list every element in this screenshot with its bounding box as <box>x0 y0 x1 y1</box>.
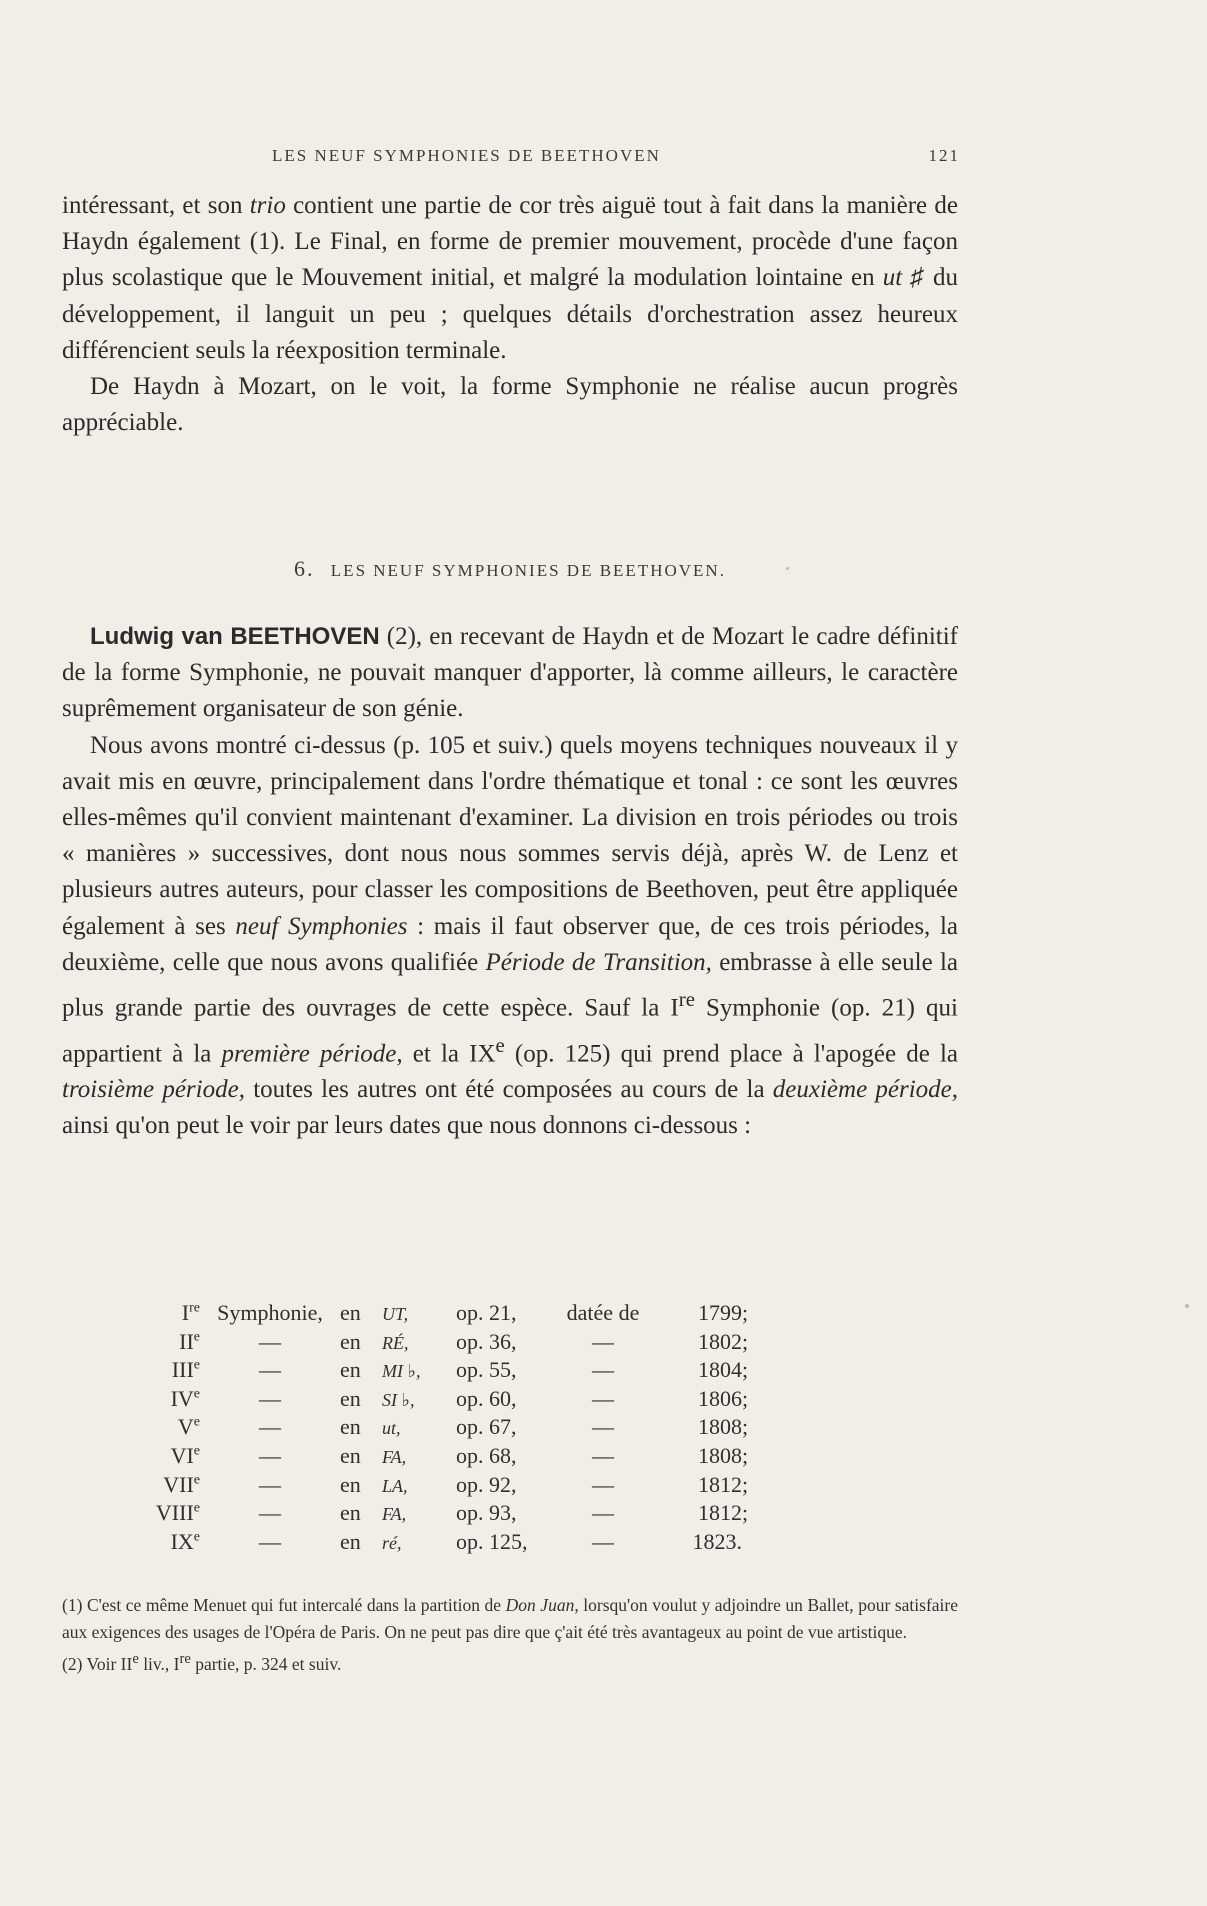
symphony-op-cell <box>456 1300 548 1329</box>
symphony-row <box>120 1414 762 1443</box>
symphony-en: en <box>340 1328 361 1354</box>
text-run: ainsi qu'on peut le voir par leurs dates que nous donnons ci-dessous : <box>62 1112 752 1140</box>
symphony-year-cell <box>658 1357 742 1386</box>
symphony-year: 1808 <box>698 1442 742 1468</box>
running-head-title: LES NEUF SYMPHONIES DE BEETHOVEN <box>272 146 661 165</box>
symphony-key: FA, <box>382 1504 407 1525</box>
symphony-key-cell <box>382 1386 456 1415</box>
symphony-datee-cell <box>548 1329 658 1358</box>
symphony-en-cell <box>340 1500 382 1529</box>
symphony-op: op. 55, <box>456 1357 517 1383</box>
body-paragraph-2 <box>62 728 958 1145</box>
symphony-num-cell <box>120 1500 200 1529</box>
symphony-op: op. 21, <box>456 1300 517 1325</box>
symphony-op-cell <box>456 1500 548 1529</box>
symphony-punct-cell <box>742 1300 762 1329</box>
superscript: e <box>193 1329 200 1345</box>
symphony-num: III <box>171 1357 194 1383</box>
symphony-datee-cell <box>548 1500 658 1529</box>
symphony-year: 1804 <box>698 1357 742 1383</box>
text-run: intéressant, et son <box>62 192 250 219</box>
symphony-year-cell <box>658 1386 742 1415</box>
symphony-row <box>120 1300 762 1329</box>
symphony-datee: — <box>592 1357 614 1383</box>
text-run: partie, p. 324 et suiv. <box>190 1653 342 1674</box>
symphony-name: Symphonie, <box>217 1300 323 1325</box>
intro-paragraph-1 <box>62 188 958 369</box>
symphony-en: en <box>340 1357 361 1383</box>
symphony-key: ré, <box>382 1532 402 1553</box>
symphony-op-cell <box>456 1472 548 1501</box>
symphony-name: — <box>259 1385 281 1411</box>
footnotes <box>62 1592 958 1678</box>
superscript: re <box>189 1300 200 1316</box>
superscript: e <box>193 1357 200 1373</box>
text-run: liv., I <box>138 1653 180 1674</box>
symphony-name-cell <box>200 1500 340 1529</box>
symphony-datee: — <box>592 1442 614 1468</box>
text-run: : mais il faut observer que, de ces trois périodes, la deuxième, celle que nous avons qualifiée <box>62 912 959 976</box>
symphony-name-cell <box>200 1300 340 1329</box>
symphony-datee-cell <box>548 1357 658 1386</box>
intro-text <box>62 188 958 441</box>
text-run: (op. 125) qui prend place à l'apogée de la <box>504 1039 958 1067</box>
symphony-datee-cell <box>548 1472 658 1501</box>
symphony-datee: — <box>592 1500 614 1526</box>
symphony-num-cell <box>120 1329 200 1358</box>
symphony-year: 1802 <box>698 1328 742 1354</box>
symphony-row <box>120 1443 762 1472</box>
symphony-name: — <box>259 1328 281 1354</box>
symphony-punct-cell <box>742 1357 762 1386</box>
italic-run: neuf Symphonies <box>235 912 408 940</box>
symphony-datee: — <box>592 1528 614 1554</box>
superscript: e <box>193 1386 200 1402</box>
symphony-punct: ; <box>742 1500 749 1526</box>
symphony-op: op. 36, <box>456 1328 517 1354</box>
symphony-punct: ; <box>742 1414 749 1440</box>
text-run: Nous avons montré ci-dessus (p. 105 et suiv.) quels moyens techniques nouveaux il y avait mis en œuvre, principalement dans l'ordre thématique et tonal : ce sont les œuvres elles-mêmes qu'il convient maintenant d'examiner. La division en trois périodes ou trois « manières » successives, dont nous nous sommes servis déjà, après W. de Lenz et plusieurs autres auteurs, pour classer les compositions de Beethoven, peut être appliquée également à ses <box>62 731 958 940</box>
symphony-punct-cell <box>742 1472 762 1501</box>
symphony-en-cell <box>340 1386 382 1415</box>
symphony-punct: ; <box>742 1328 749 1354</box>
symphony-row <box>120 1472 762 1501</box>
symphony-key-cell <box>382 1500 456 1529</box>
symphony-op: op. 60, <box>456 1385 517 1411</box>
text-run: Symphonie (op. 21) qui appartient à la <box>62 994 958 1067</box>
symphony-key-cell <box>382 1443 456 1472</box>
symphony-year: 1799 <box>698 1300 742 1325</box>
symphony-name: — <box>259 1471 281 1497</box>
italic-run: deuxième période, <box>772 1076 959 1104</box>
symphony-datee: — <box>592 1328 614 1354</box>
symphony-year: 1812 <box>698 1500 742 1526</box>
symphony-op-cell <box>456 1529 548 1558</box>
symphony-key-cell <box>382 1472 456 1501</box>
symphony-num-cell <box>120 1472 200 1501</box>
symphony-en: en <box>340 1385 361 1411</box>
symphony-key: LA, <box>382 1475 408 1496</box>
symphony-en: en <box>340 1414 361 1440</box>
symphony-punct: ; <box>742 1385 749 1411</box>
symphony-row <box>120 1529 762 1558</box>
symphony-punct-cell <box>742 1443 762 1472</box>
symphony-num: VIII <box>155 1500 194 1526</box>
symphony-name-cell <box>200 1529 340 1558</box>
symphony-year-cell <box>658 1300 742 1329</box>
symphony-key: SI ♭, <box>382 1389 415 1410</box>
symphony-year-cell <box>658 1529 742 1558</box>
symphony-num: VI <box>170 1442 194 1468</box>
symphony-name-cell <box>200 1414 340 1443</box>
symphony-name-cell <box>200 1386 340 1415</box>
symphony-name: — <box>259 1500 281 1526</box>
symphony-en: en <box>340 1300 361 1325</box>
symphony-punct: ; <box>742 1357 749 1383</box>
superscript: e <box>193 1472 200 1488</box>
superscript: e <box>495 1032 505 1057</box>
superscript: e <box>193 1443 200 1459</box>
symphony-num-cell <box>120 1300 200 1329</box>
text-run: lorsqu'on voulut y adjoindre un Ballet, pour satisfaire aux exigences des usages de l'Opéra de Paris. On ne peut pas dire que ç'ait été très avantageux au point de vue artistique. <box>62 1595 958 1642</box>
section-body <box>62 619 958 1145</box>
symphony-num-cell <box>120 1357 200 1386</box>
symphony-name: — <box>259 1414 281 1440</box>
symphony-key-cell <box>382 1414 456 1443</box>
symphony-year-cell <box>658 1472 742 1501</box>
footnote-1 <box>62 1592 958 1646</box>
symphony-op: op. 93, <box>456 1500 517 1526</box>
italic-run: Période de Transition, <box>485 948 712 976</box>
symphony-year-cell <box>658 1500 742 1529</box>
symphony-year: 1808 <box>698 1414 742 1440</box>
symphony-punct-cell <box>742 1414 762 1443</box>
superscript: re <box>179 1651 191 1667</box>
symphony-punct: ; <box>742 1442 749 1468</box>
symphony-key-cell <box>382 1357 456 1386</box>
text-run: et la IX <box>402 1039 496 1067</box>
symphony-en: en <box>340 1471 361 1497</box>
section-number: 6. <box>294 556 315 581</box>
symphony-num: V <box>177 1414 194 1440</box>
symphony-op-cell <box>456 1386 548 1415</box>
symphony-num: I <box>181 1300 190 1325</box>
symphony-num: IV <box>170 1385 194 1411</box>
symphony-row <box>120 1386 762 1415</box>
symphony-num-cell <box>120 1386 200 1415</box>
paper-speck <box>786 567 789 570</box>
symphony-op-cell <box>456 1414 548 1443</box>
symphony-op: op. 68, <box>456 1442 517 1468</box>
symphony-num: VII <box>163 1471 194 1497</box>
symphony-table <box>120 1300 762 1557</box>
symphony-op: op. 67, <box>456 1414 517 1440</box>
symphony-key: UT, <box>382 1304 409 1324</box>
symphony-datee-cell <box>548 1443 658 1472</box>
symphony-row <box>120 1329 762 1358</box>
symphony-name: — <box>259 1442 281 1468</box>
symphony-punct: ; <box>742 1300 749 1325</box>
superscript: e <box>132 1651 139 1667</box>
symphony-op: op. 92, <box>456 1471 517 1497</box>
symphony-op-cell <box>456 1329 548 1358</box>
symphony-row <box>120 1500 762 1529</box>
symphony-key: ut, <box>382 1418 401 1439</box>
symphony-en-cell <box>340 1472 382 1501</box>
symphony-datee-cell <box>548 1529 658 1558</box>
page-number: 121 <box>928 146 960 165</box>
superscript: re <box>678 987 695 1012</box>
paper-speck <box>1185 1304 1189 1308</box>
running-head <box>62 146 960 170</box>
symphony-punct-cell <box>742 1329 762 1358</box>
symphony-name-cell <box>200 1357 340 1386</box>
symphony-en-cell <box>340 1414 382 1443</box>
symphony-name: — <box>259 1528 281 1554</box>
symphony-name-cell <box>200 1472 340 1501</box>
italic-run: troisième période, <box>62 1076 245 1104</box>
symphony-en-cell <box>340 1529 382 1558</box>
section-title: LES NEUF SYMPHONIES DE BEETHOVEN. <box>330 561 726 580</box>
symphony-datee: — <box>592 1414 614 1440</box>
symphony-year: 1806 <box>698 1385 742 1411</box>
symphony-year-cell <box>658 1414 742 1443</box>
symphony-year: 1823. <box>692 1528 742 1554</box>
text-run: contient une partie de cor très aiguë tout à fait dans la manière de Haydn également (1). Le Final, en forme de premier mouvement, procède d'une façon plus scolastique que le Mouvement initial, et malgré la modulation lointaine en <box>62 192 958 292</box>
symphony-year-cell <box>658 1329 742 1358</box>
symphony-name: — <box>259 1357 281 1383</box>
body-paragraph-1 <box>62 619 958 728</box>
symphony-op: op. 125, <box>456 1528 528 1554</box>
symphony-punct-cell <box>742 1386 762 1415</box>
symphony-en-cell <box>340 1329 382 1358</box>
symphony-year-cell <box>658 1443 742 1472</box>
symphony-en: en <box>340 1528 361 1554</box>
symphony-en: en <box>340 1500 361 1526</box>
symphony-datee-cell <box>548 1386 658 1415</box>
italic-run: ut ♯ <box>882 264 925 292</box>
symphony-row <box>120 1357 762 1386</box>
superscript: e <box>193 1415 200 1431</box>
symphony-punct-cell <box>742 1500 762 1529</box>
symphony-en-cell <box>340 1357 382 1386</box>
symphony-key-cell <box>382 1529 456 1558</box>
author-name: Ludwig van BEETHOVEN <box>90 623 380 650</box>
text-run: toutes les autres ont été composées au cours de la <box>244 1076 773 1104</box>
text-run: embrasse à elle seule la plus grande partie des ouvrages de cette espèce. Sauf la I <box>62 948 958 1022</box>
symphony-num: II <box>179 1328 194 1354</box>
text-run: (1) C'est ce même Menuet qui fut intercalé dans la partition de <box>62 1595 506 1615</box>
intro-paragraph-2: De Haydn à Mozart, on le voit, la forme Symphonie ne réalise aucun progrès appréciable. <box>62 373 958 437</box>
symphony-datee-cell <box>548 1414 658 1443</box>
symphony-en-cell <box>340 1300 382 1329</box>
symphony-num-cell <box>120 1443 200 1472</box>
symphony-year: 1812 <box>698 1471 742 1497</box>
symphony-punct-cell <box>742 1529 762 1558</box>
italic-run: Don Juan, <box>505 1595 579 1615</box>
text-run: (2), en recevant de Haydn et de Mozart le cadre définitif de la forme Symphonie, ne pouvait manquer d'apporter, là comme ailleurs, le caractère suprêmement organisateur de son génie. <box>62 623 958 723</box>
symphony-name-cell <box>200 1329 340 1358</box>
superscript: e <box>193 1500 200 1516</box>
symphony-datee: datée de <box>566 1300 640 1325</box>
symphony-num-cell <box>120 1529 200 1558</box>
symphony-en-cell <box>340 1443 382 1472</box>
symphony-op-cell <box>456 1443 548 1472</box>
symphony-key-cell <box>382 1300 456 1329</box>
symphony-key-cell <box>382 1329 456 1358</box>
symphony-datee: — <box>592 1385 614 1411</box>
symphony-key: FA, <box>382 1446 407 1467</box>
symphony-punct: ; <box>742 1471 749 1497</box>
footnote-2 <box>62 1646 958 1678</box>
symphony-key: RÉ, <box>382 1332 409 1353</box>
symphony-en: en <box>340 1442 361 1468</box>
superscript: e <box>193 1529 200 1545</box>
symphony-name-cell <box>200 1443 340 1472</box>
italic-run: première période, <box>221 1039 403 1067</box>
symphony-num-cell <box>120 1414 200 1443</box>
symphony-op-cell <box>456 1357 548 1386</box>
symphony-datee: — <box>592 1471 614 1497</box>
symphony-num: IX <box>170 1528 194 1554</box>
symphony-datee-cell <box>548 1300 658 1329</box>
text-run: du développement, il languit un peu ; quelques détails d'orchestration assez heureux différencient seuls la réexposition terminale. <box>62 264 958 364</box>
italic-run: trio <box>249 192 286 219</box>
section-heading <box>62 556 958 582</box>
symphony-key: MI ♭, <box>382 1361 421 1382</box>
text-run: (2) Voir II <box>62 1653 133 1674</box>
